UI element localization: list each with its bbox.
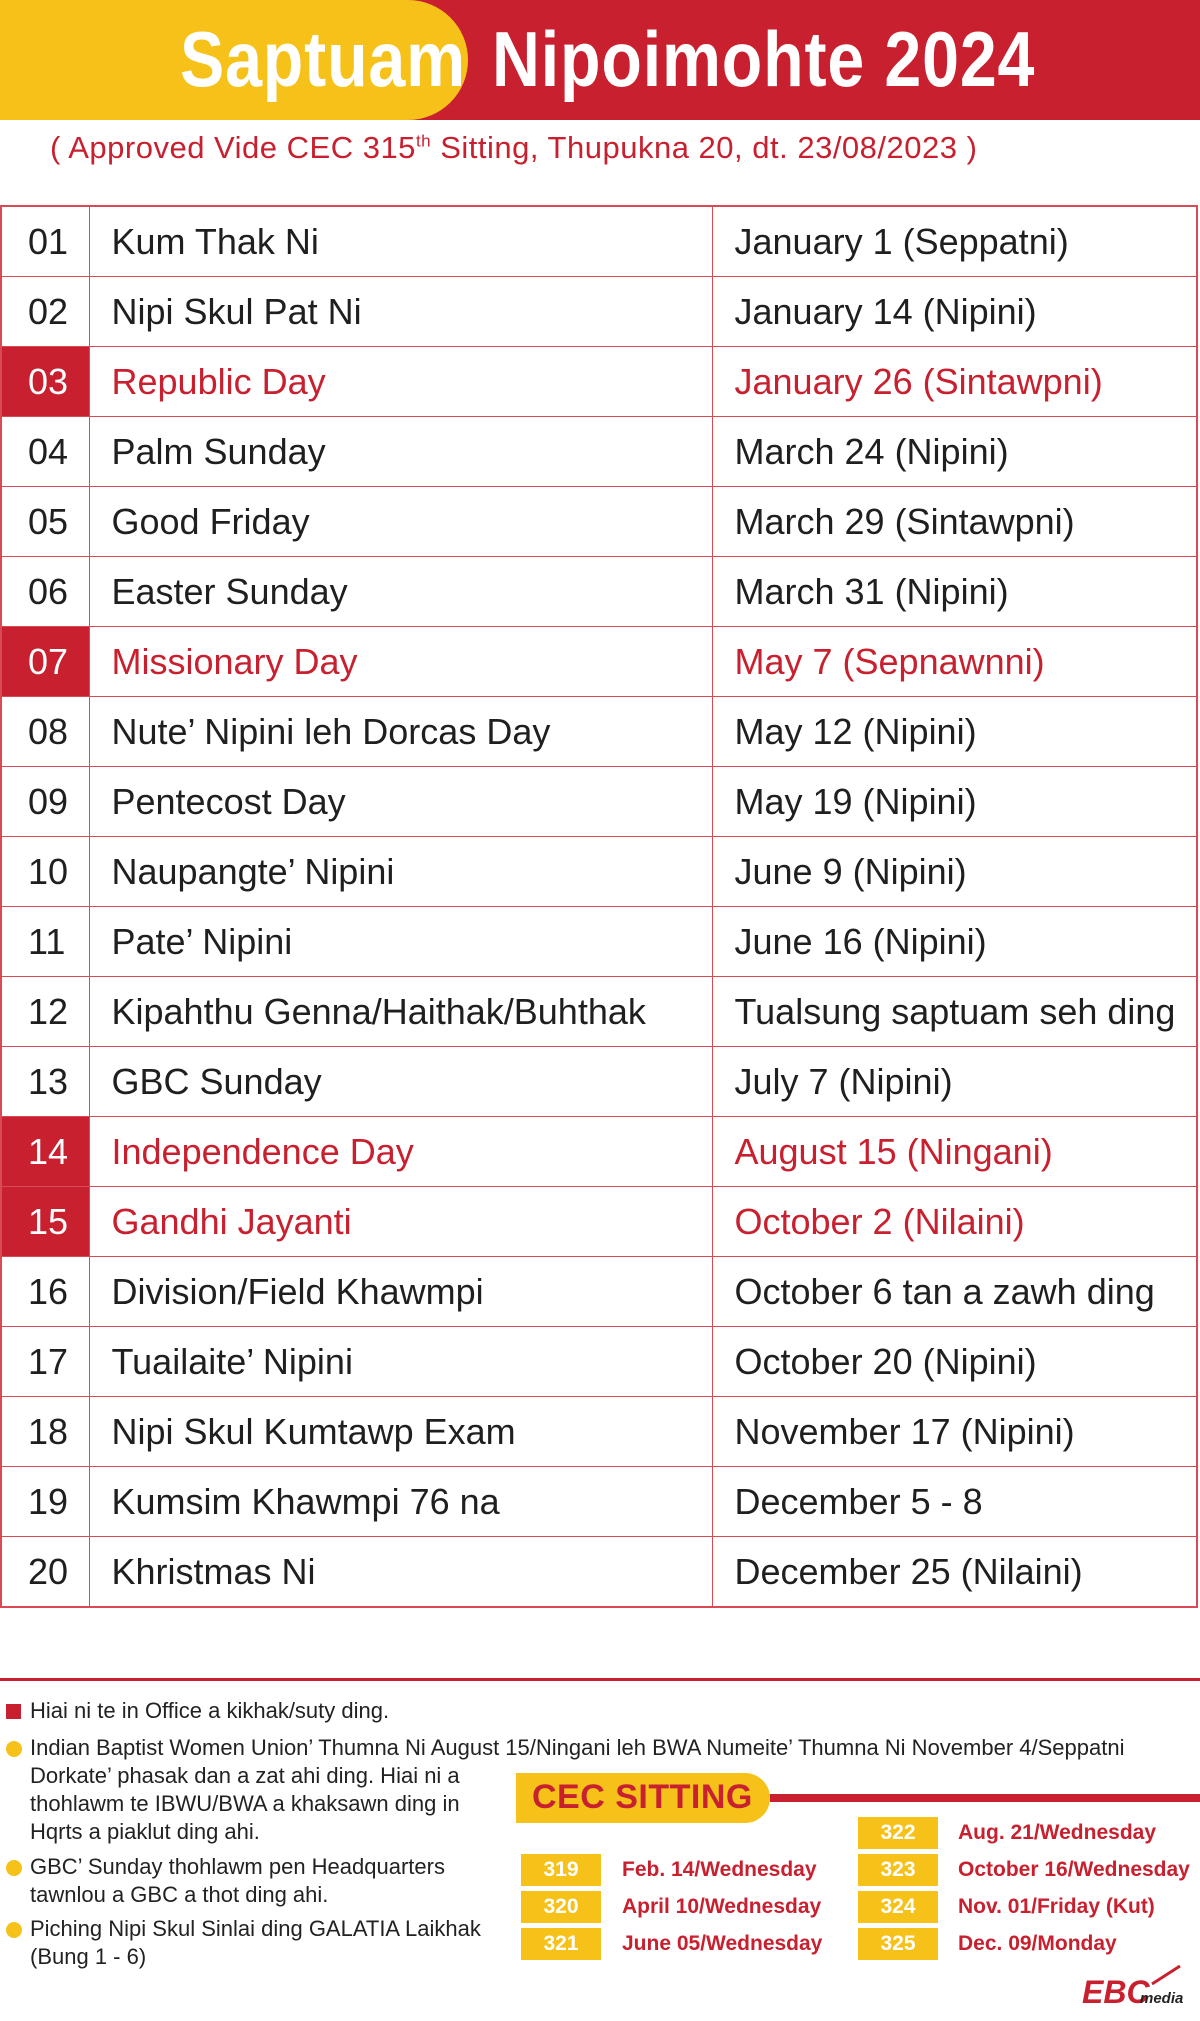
- holiday-name: Nipi Skul Kumtawp Exam: [89, 1397, 712, 1467]
- holiday-number: 03: [1, 347, 89, 417]
- cec-date: Feb. 14/Wednesday: [622, 1858, 817, 1881]
- holiday-row: [1, 767, 1197, 837]
- holiday-date: July 7 (Nipini): [712, 1047, 1197, 1117]
- holiday-number: 10: [1, 837, 89, 907]
- holiday-name: Naupangte’ Nipini: [89, 837, 712, 907]
- holiday-number: 19: [1, 1467, 89, 1537]
- holiday-name: Pentecost Day: [89, 767, 712, 837]
- cec-number: 320: [521, 1891, 601, 1923]
- cec-date: April 10/Wednesday: [622, 1895, 822, 1918]
- holiday-number: 09: [1, 767, 89, 837]
- holiday-date: May 19 (Nipini): [712, 767, 1197, 837]
- note-galatia-line2: (Bung 1 - 6): [30, 1944, 147, 1969]
- holiday-date: Tualsung saptuam seh ding: [712, 977, 1197, 1047]
- holiday-name: GBC Sunday: [89, 1047, 712, 1117]
- cec-date: Aug. 21/Wednesday: [958, 1821, 1157, 1844]
- holiday-row: [1, 347, 1197, 417]
- holiday-number: 18: [1, 1397, 89, 1467]
- holiday-number: 08: [1, 697, 89, 767]
- holiday-date: March 29 (Sintawpni): [712, 487, 1197, 557]
- holiday-row: [1, 1467, 1197, 1537]
- holiday-date: May 7 (Sepnawnni): [712, 627, 1197, 697]
- note-ibwu-line3: thohlawm te IBWU/BWA a khaksawn ding in: [30, 1791, 460, 1816]
- holiday-row: [1, 697, 1197, 767]
- logo-swoosh-icon: [1150, 1964, 1184, 1986]
- holiday-number: 13: [1, 1047, 89, 1117]
- holiday-row: [1, 1117, 1197, 1187]
- holiday-number: 15: [1, 1187, 89, 1257]
- holiday-number: 04: [1, 417, 89, 487]
- cec-date: Dec. 09/Monday: [958, 1932, 1117, 1955]
- holiday-name: Good Friday: [89, 487, 712, 557]
- holiday-number: 02: [1, 277, 89, 347]
- holiday-name: Gandhi Jayanti: [89, 1187, 712, 1257]
- holiday-name: Republic Day: [89, 347, 712, 417]
- holiday-row: [1, 1187, 1197, 1257]
- holiday-name: Missionary Day: [89, 627, 712, 697]
- yellow-dot-bullet: [6, 1860, 22, 1876]
- cec-date: October 16/Wednesday: [958, 1858, 1190, 1881]
- holiday-number: 12: [1, 977, 89, 1047]
- holiday-row: [1, 206, 1197, 277]
- holiday-row: [1, 1327, 1197, 1397]
- holiday-date: October 6 tan a zawh ding: [712, 1257, 1197, 1327]
- holiday-date: June 9 (Nipini): [712, 837, 1197, 907]
- holiday-name: Kumsim Khawmpi 76 na: [89, 1467, 712, 1537]
- holiday-number: 14: [1, 1117, 89, 1187]
- holiday-name: Division/Field Khawmpi: [89, 1257, 712, 1327]
- holiday-row: [1, 627, 1197, 697]
- holiday-number: 05: [1, 487, 89, 557]
- holiday-date: January 26 (Sintawpni): [712, 347, 1197, 417]
- title-saptuam: Saptuam: [180, 15, 466, 103]
- holiday-date: June 16 (Nipini): [712, 907, 1197, 977]
- holiday-table: [0, 205, 1198, 1608]
- divider: [0, 1678, 1200, 1681]
- cec-number: 323: [858, 1854, 938, 1886]
- holiday-row: [1, 277, 1197, 347]
- cec-date: Nov. 01/Friday (Kut): [958, 1895, 1155, 1918]
- holiday-number: 01: [1, 206, 89, 277]
- holiday-name: Kipahthu Genna/Haithak/Buhthak: [89, 977, 712, 1047]
- yellow-dot-bullet: [6, 1922, 22, 1938]
- note-gbc-line1: GBC’ Sunday thohlawm pen Headquarters: [30, 1854, 445, 1879]
- holiday-date: October 2 (Nilaini): [712, 1187, 1197, 1257]
- holiday-number: 17: [1, 1327, 89, 1397]
- holiday-date: November 17 (Nipini): [712, 1397, 1197, 1467]
- cec-number: 321: [521, 1928, 601, 1960]
- holiday-name: Independence Day: [89, 1117, 712, 1187]
- holiday-name: Nipi Skul Pat Ni: [89, 277, 712, 347]
- note-ibwu-line2: Dorkate’ phasak dan a zat ahi ding. Hiai ni a: [30, 1763, 460, 1788]
- holiday-row: [1, 1257, 1197, 1327]
- holiday-date: August 15 (Ningani): [712, 1117, 1197, 1187]
- title-nipoimohte: Nipoimohte 2024: [492, 15, 1036, 103]
- holiday-row: [1, 1397, 1197, 1467]
- holiday-row: [1, 417, 1197, 487]
- holiday-name: Kum Thak Ni: [89, 206, 712, 277]
- cec-number: 322: [858, 1817, 938, 1849]
- holiday-name: Tuailaite’ Nipini: [89, 1327, 712, 1397]
- holiday-date: January 14 (Nipini): [712, 277, 1197, 347]
- holiday-date: December 25 (Nilaini): [712, 1537, 1197, 1608]
- red-square-bullet: [6, 1704, 21, 1719]
- note-ibwu-line1: Indian Baptist Women Union’ Thumna Ni August 15/Ningani leh BWA Numeite’ Thumna Ni November 4/Seppatni: [30, 1735, 1125, 1760]
- cec-number: 319: [521, 1854, 601, 1886]
- holiday-name: Nute’ Nipini leh Dorcas Day: [89, 697, 712, 767]
- holiday-date: March 24 (Nipini): [712, 417, 1197, 487]
- ebc-logo: EBC: [1082, 1974, 1150, 2010]
- holiday-name: Pate’ Nipini: [89, 907, 712, 977]
- holiday-date: January 1 (Seppatni): [712, 206, 1197, 277]
- cec-sitting-title: CEC SITTING: [532, 1778, 753, 1816]
- holiday-number: 11: [1, 907, 89, 977]
- holiday-row: [1, 1047, 1197, 1117]
- holiday-number: 07: [1, 627, 89, 697]
- holiday-date: December 5 - 8: [712, 1467, 1197, 1537]
- note-office-closed: Hiai ni te in Office a kikhak/suty ding.: [30, 1698, 390, 1723]
- holiday-date: October 20 (Nipini): [712, 1327, 1197, 1397]
- holiday-date: May 12 (Nipini): [712, 697, 1197, 767]
- holiday-number: 06: [1, 557, 89, 627]
- holiday-row: [1, 557, 1197, 627]
- cec-number: 325: [858, 1928, 938, 1960]
- holiday-row: [1, 1537, 1197, 1608]
- holiday-row: [1, 487, 1197, 557]
- holiday-row: [1, 837, 1197, 907]
- holiday-number: 16: [1, 1257, 89, 1327]
- approval-subtitle: ( Approved Vide CEC 315th Sitting, Thupukna 20, dt. 23/08/2023 ): [50, 130, 978, 165]
- yellow-dot-bullet: [6, 1741, 22, 1757]
- cec-rule: [770, 1794, 1200, 1802]
- holiday-number: 20: [1, 1537, 89, 1608]
- note-ibwu-line4: Hqrts a piaklut ding ahi.: [30, 1819, 260, 1844]
- holiday-name: Easter Sunday: [89, 557, 712, 627]
- holiday-row: [1, 907, 1197, 977]
- note-galatia-line1: Piching Nipi Skul Sinlai ding GALATIA Laikhak: [30, 1916, 481, 1941]
- logo-media-text: media: [1140, 1990, 1184, 2007]
- holiday-date: March 31 (Nipini): [712, 557, 1197, 627]
- holiday-row: [1, 977, 1197, 1047]
- holiday-name: Khristmas Ni: [89, 1537, 712, 1608]
- cec-number: 324: [858, 1891, 938, 1923]
- cec-date: June 05/Wednesday: [622, 1932, 823, 1955]
- note-gbc-line2: tawnlou a GBC a thot ding ahi.: [30, 1882, 329, 1907]
- holiday-name: Palm Sunday: [89, 417, 712, 487]
